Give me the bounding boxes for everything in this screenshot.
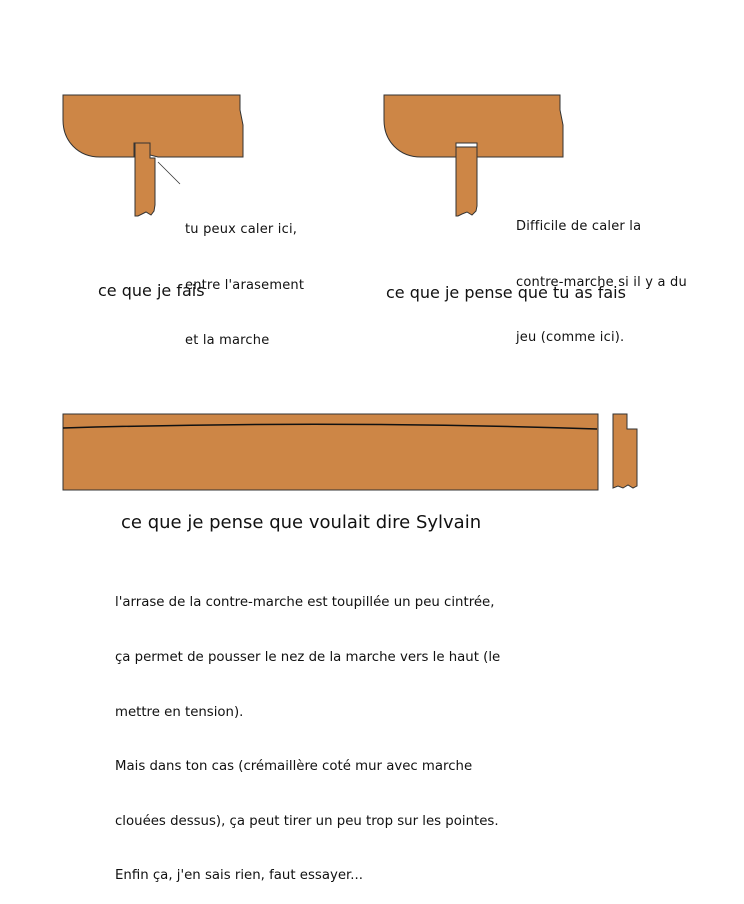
left-step-board xyxy=(63,95,243,157)
left-note xyxy=(185,184,304,369)
right-note-line: contre-marche si il y a du xyxy=(516,274,687,290)
left-pointer-line xyxy=(158,162,180,184)
paragraph-line: Enfin ça, j'en sais rien, faut essayer... xyxy=(115,868,363,884)
paragraph-line: Mais dans ton cas (crémaillère coté mur avec marche xyxy=(115,759,473,775)
left-note-line: et la marche xyxy=(185,333,270,348)
bottom-diagram xyxy=(63,414,637,490)
explanation-paragraph xyxy=(115,558,500,904)
right-note-line: Difficile de caler la xyxy=(516,219,642,234)
paragraph-line: clouées dessus), ça peut tirer un peu trop sur les pointes. xyxy=(115,813,499,829)
left-note-line: entre l'arasement xyxy=(185,277,305,293)
bottom-section-profile xyxy=(613,414,637,488)
right-note xyxy=(516,181,687,366)
paragraph-line: ça permet de pousser le nez de la marche vers le haut (le xyxy=(115,650,501,666)
left-note-line: tu peux caler ici, xyxy=(185,222,298,237)
paragraph-line: l'arrase de la contre-marche est toupillée un peu cintrée, xyxy=(115,595,495,611)
paragraph-line: mettre en tension). xyxy=(115,704,244,720)
left-caption: ce que je fais xyxy=(98,281,205,300)
right-riser-board xyxy=(456,147,477,216)
bottom-caption: ce que je pense que voulait dire Sylvain xyxy=(121,512,482,533)
right-caption: ce que je pense que tu as fais xyxy=(386,283,626,302)
right-note-line: jeu (comme ici). xyxy=(516,330,625,345)
